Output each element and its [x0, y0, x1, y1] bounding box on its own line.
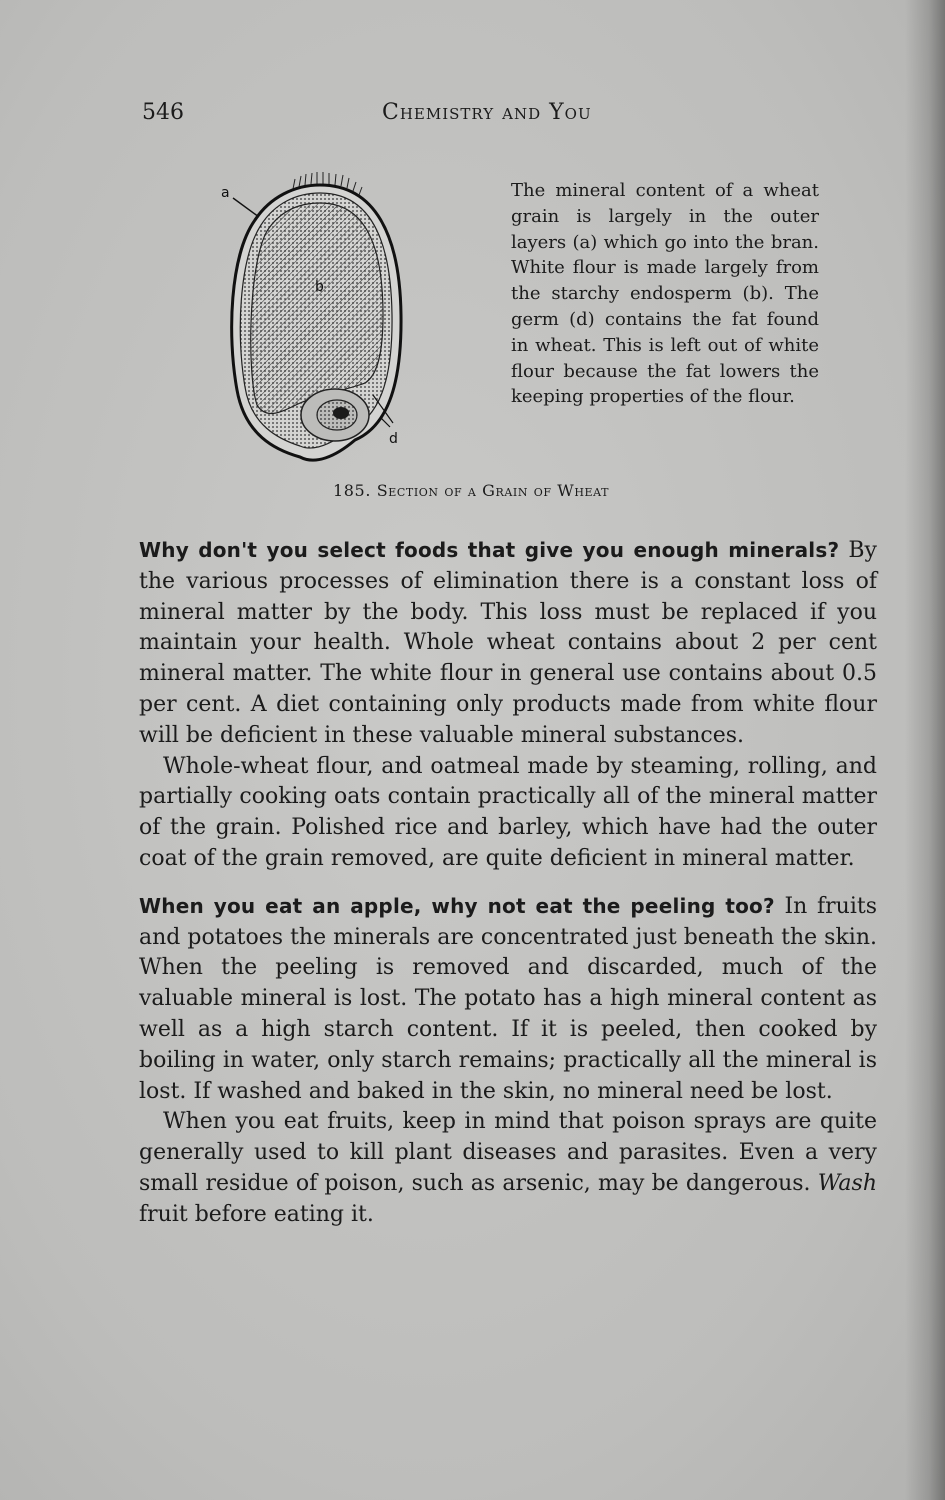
body-text [139, 535, 877, 1231]
paragraph-text: fruit before eating it. [139, 1201, 374, 1227]
paragraph-text: By the various processes of elimination there is a constant loss of mineral matter by the body. This loss must be replaced if you maintain your health. Whole wheat contains about 2 per cent mineral matter. The white flour in general use contains about 0.5 per cent. A diet containing only products made from white flour will be deficient in these valuable mineral substances. [139, 538, 877, 748]
paragraph-apple [139, 891, 877, 1108]
figure-side-caption: The mineral content of a wheat grain is largely in the outer layers (a) which go into the bran. White flour is made largely from the starchy endosperm (b). The germ (d) contains the fat found in wheat. This is left out of white flour because the fat lowers the keeping properties of the flour. [511, 180, 819, 408]
label-d: d [389, 431, 398, 447]
paragraph-text: In fruits and potatoes the minerals are concentrated just beneath the skin. When the peeling is removed and discarded, much of the valuable mineral is lost. The potato has a high mineral content as well as a high starch content. If it is peeled, then cooked by boiling in water, only starch remains; practically all the mineral is lost. If washed and baked in the skin, no mineral need be lost. [139, 893, 877, 1104]
page-header [142, 100, 877, 134]
page-number: 546 [142, 100, 184, 125]
paragraph-poison [139, 1107, 877, 1230]
label-a: a [221, 185, 230, 201]
running-head: Chemistry and You [382, 100, 592, 125]
figure-title: 185. Section of a Grain of Wheat [333, 481, 610, 500]
wheat-grain-illustration [215, 165, 425, 475]
paragraph-whole-wheat [139, 752, 877, 875]
germ-embryo [333, 407, 349, 419]
endosperm [251, 203, 383, 414]
paragraph-text: Whole-wheat flour, and oatmeal made by steaming, rolling, and partially cooking oats contain practically all of the mineral matter of the grain. Polished rice and barley, which have had the outer coat of the grain removed, are quite deficient in mineral matter. [139, 753, 877, 871]
question-heading: When you eat an apple, why not eat the peeling too? [139, 893, 775, 918]
leader-d-upper [380, 417, 390, 427]
paragraph-text: When you eat fruits, keep in mind that poison sprays are quite generally used to kill plant diseases and parasites. Even a very small residue of poison, such as arsenic, may be dangerous. [139, 1109, 877, 1196]
leader-a [233, 198, 259, 217]
emphasis-word: Wash [817, 1170, 878, 1196]
question-heading: Why don't you select foods that give you enough minerals? [139, 538, 840, 562]
wheat-grain-figure [215, 165, 425, 475]
label-b: b [315, 279, 324, 295]
paragraph-minerals [139, 535, 877, 752]
page-edge-shadow [905, 0, 945, 1500]
